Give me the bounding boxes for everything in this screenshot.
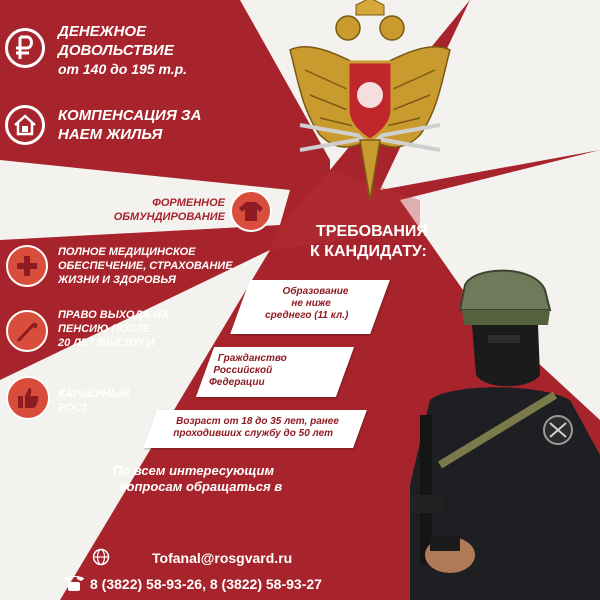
benefit-medical-line3: ЖИЗНИ И ЗДОРОВЬЯ	[58, 274, 176, 286]
globe-icon	[92, 548, 110, 566]
benefit-career-line1: КАРЬЕРНЫЙ	[58, 388, 130, 400]
requirements-title	[310, 222, 428, 262]
benefit-housing-line2: НАЕМ ЖИЛЬЯ	[58, 126, 163, 143]
requirements-title-line1: ТРЕБОВАНИЯ	[316, 223, 428, 240]
house-icon	[5, 105, 45, 145]
soldier-image	[380, 265, 600, 600]
contact-prompt	[113, 463, 333, 495]
benefit-pension-line3: 20 ЛЕТ ВЫСЛУГИ	[58, 337, 155, 349]
requirement-education-line2: не ниже	[291, 298, 331, 309]
requirement-education	[230, 280, 390, 334]
requirement-age	[143, 410, 367, 448]
contact-prompt-line2: вопросам обращаться в	[119, 479, 283, 494]
benefit-uniform-line2: ОБМУНДИРОВАНИЕ	[113, 211, 225, 223]
requirement-age-line2: проходивших службу до 50 лет	[173, 428, 334, 439]
eagle-emblem	[280, 0, 460, 205]
contact-prompt-line1: По всем интересующим	[113, 463, 275, 478]
benefit-medical	[58, 245, 258, 287]
benefit-uniform	[103, 196, 225, 224]
sweater-icon	[230, 190, 272, 232]
benefit-medical-line2: ОБЕСПЕЧЕНИЕ, СТРАХОВАНИЕ	[58, 260, 233, 272]
requirement-age-line1: Возраст от 18 до 35 лет, ранее	[176, 416, 339, 427]
phone-icon	[62, 573, 86, 593]
cane-icon	[6, 310, 48, 352]
requirement-citizenship-line1: Гражданство	[217, 353, 287, 364]
benefit-salary-line1: ДЕНЕЖНОЕ	[58, 23, 147, 40]
benefit-salary	[58, 22, 258, 79]
requirement-education-line3: среднего (11 кл.)	[265, 310, 349, 321]
requirement-education-line1: Образование	[282, 286, 349, 297]
benefit-pension-line2: ПЕНСИЮ ПОСЛЕ	[58, 323, 151, 335]
benefit-pension	[58, 308, 258, 350]
benefit-salary-line3: от 140 до 195 т.р.	[58, 61, 188, 77]
contact-phones[interactable]: 8 (3822) 58-93-26, 8 (3822) 58-93-27	[90, 576, 322, 592]
benefit-housing	[58, 106, 258, 144]
benefit-pension-line1: ПРАВО ВЫХОДА НА	[58, 309, 170, 321]
requirement-citizenship	[196, 347, 354, 397]
requirements-title-line2: К КАНДИДАТУ:	[310, 243, 427, 260]
benefit-uniform-line1: ФОРМЕННОЕ	[152, 197, 225, 209]
thumbs-up-icon	[6, 376, 50, 420]
ruble-icon	[5, 28, 45, 68]
benefit-housing-line1: КОМПЕНСАЦИЯ ЗА	[58, 107, 202, 124]
benefit-medical-line1: ПОЛНОЕ МЕДИЦИНСКОЕ	[58, 246, 196, 258]
medical-cross-icon	[6, 245, 48, 287]
requirement-citizenship-line3: Федерации	[208, 377, 265, 388]
requirement-citizenship-line2: Российской	[213, 365, 273, 376]
benefit-career-line2: РОСТ	[58, 402, 89, 414]
benefit-salary-line2: ДОВОЛЬСТВИЕ	[58, 42, 174, 59]
contact-email[interactable]: Tofanal@rosgvard.ru	[152, 550, 293, 566]
